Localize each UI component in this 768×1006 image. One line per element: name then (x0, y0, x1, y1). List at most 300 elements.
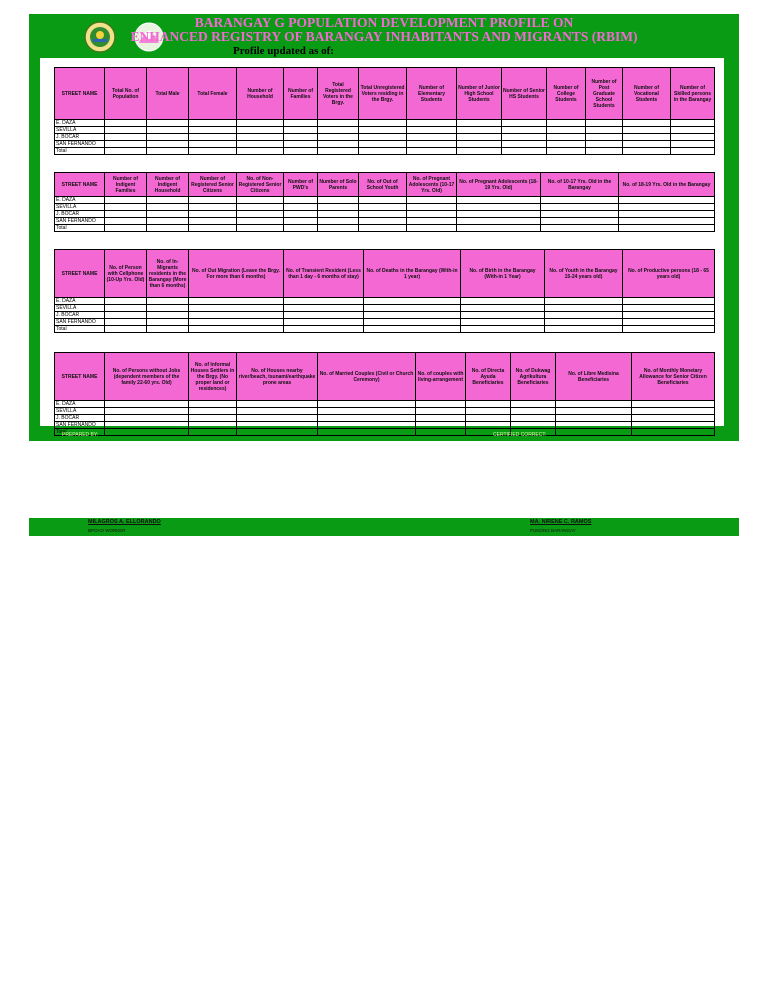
street-name-cell: J. BOCAR (55, 415, 105, 422)
data-entry-cell[interactable] (189, 141, 237, 148)
data-entry-cell[interactable] (511, 415, 556, 422)
table-row (55, 134, 715, 141)
data-entry-cell[interactable] (623, 319, 715, 326)
data-entry-cell[interactable] (105, 225, 147, 232)
data-entry-cell[interactable] (457, 148, 502, 155)
data-entry-cell[interactable] (623, 127, 671, 134)
data-entry-cell[interactable] (547, 148, 586, 155)
data-entry-cell[interactable] (147, 141, 189, 148)
data-entry-cell[interactable] (318, 408, 416, 415)
column-header: No. of Monthly Monetary Allowance for Senior Citizen Beneficiaries (632, 353, 715, 401)
data-entry-cell[interactable] (671, 120, 715, 127)
data-entry-cell[interactable] (105, 422, 189, 429)
data-entry-cell[interactable] (461, 298, 545, 305)
title-line-1: BARANGAY G POPULATION DEVELOPMENT PROFILE ON (194, 15, 574, 30)
data-entry-cell[interactable] (147, 319, 189, 326)
data-entry-cell[interactable] (407, 197, 457, 204)
data-entry-cell[interactable] (284, 141, 318, 148)
data-entry-cell[interactable] (147, 197, 189, 204)
column-header: No. of Deaths in the Barangay (With-in 1 year) (364, 250, 461, 298)
data-entry-cell[interactable] (284, 312, 364, 319)
column-header: No. of Libre Medisina Beneficiaries (556, 353, 632, 401)
data-entry-cell[interactable] (318, 415, 416, 422)
data-entry-cell[interactable] (359, 127, 407, 134)
data-entry-cell[interactable] (105, 197, 147, 204)
header-row (55, 353, 715, 401)
data-entry-cell[interactable] (502, 120, 547, 127)
data-entry-cell[interactable] (318, 218, 359, 225)
data-entry-cell[interactable] (457, 141, 502, 148)
column-header: Number of Skilled persons in the Barangay (671, 68, 715, 120)
table-row (55, 218, 715, 225)
data-entry-cell[interactable] (189, 422, 237, 429)
data-entry-cell[interactable] (502, 141, 547, 148)
street-name-cell: Total (55, 225, 105, 232)
data-entry-cell[interactable] (364, 312, 461, 319)
data-entry-cell[interactable] (671, 141, 715, 148)
street-name-cell: SEVILLA (55, 127, 105, 134)
table-row (55, 429, 715, 436)
data-entry-cell[interactable] (547, 141, 586, 148)
column-header: Number of Senior HS Students (502, 68, 547, 120)
data-entry-cell[interactable] (237, 401, 318, 408)
data-entry-cell[interactable] (105, 429, 189, 436)
data-entry-cell[interactable] (147, 134, 189, 141)
data-entry-cell[interactable] (556, 429, 632, 436)
data-entry-cell[interactable] (237, 408, 318, 415)
profile-updated-label: Profile updated as of: (233, 45, 334, 57)
data-entry-cell[interactable] (318, 120, 359, 127)
data-entry-cell[interactable] (364, 326, 461, 333)
data-entry-cell[interactable] (461, 312, 545, 319)
data-entry-cell[interactable] (407, 218, 457, 225)
street-name-cell: Total (55, 429, 105, 436)
data-entry-cell[interactable] (284, 148, 318, 155)
data-entry-cell[interactable] (237, 429, 318, 436)
data-entry-cell[interactable] (619, 225, 715, 232)
data-entry-cell[interactable] (189, 120, 237, 127)
data-entry-cell[interactable] (556, 415, 632, 422)
data-entry-cell[interactable] (547, 127, 586, 134)
data-entry-cell[interactable] (502, 134, 547, 141)
data-entry-cell[interactable] (318, 134, 359, 141)
data-entry-cell[interactable] (407, 204, 457, 211)
page-title (29, 16, 739, 44)
data-entry-cell[interactable] (671, 148, 715, 155)
data-entry-cell[interactable] (147, 326, 189, 333)
header-row (55, 250, 715, 298)
data-entry-cell[interactable] (318, 225, 359, 232)
data-entry-cell[interactable] (237, 422, 318, 429)
data-entry-cell[interactable] (586, 127, 623, 134)
data-entry-cell[interactable] (105, 211, 147, 218)
data-entry-cell[interactable] (545, 305, 623, 312)
data-entry-cell[interactable] (619, 218, 715, 225)
data-entry-cell[interactable] (511, 401, 556, 408)
data-entry-cell[interactable] (541, 204, 619, 211)
data-entry-cell[interactable] (237, 120, 284, 127)
data-entry-cell[interactable] (189, 312, 284, 319)
column-header: No. of Transient Resident (Less than 1 day - 6 months of stay) (284, 250, 364, 298)
column-header: No. of couples with living-arrangement (416, 353, 466, 401)
data-entry-cell[interactable] (623, 134, 671, 141)
data-entry-cell[interactable] (461, 319, 545, 326)
data-entry-cell[interactable] (318, 197, 359, 204)
street-name-cell: E. DAZA (55, 120, 105, 127)
data-entry-cell[interactable] (407, 225, 457, 232)
data-entry-cell[interactable] (147, 127, 189, 134)
data-entry-cell[interactable] (359, 148, 407, 155)
data-entry-cell[interactable] (318, 148, 359, 155)
data-entry-cell[interactable] (671, 134, 715, 141)
data-entry-cell[interactable] (105, 319, 147, 326)
data-entry-cell[interactable] (189, 415, 237, 422)
data-entry-cell[interactable] (105, 312, 147, 319)
column-header: No. of Pregnant Adolescents (10-17 Yrs. Old) (407, 173, 457, 197)
data-entry-cell[interactable] (623, 141, 671, 148)
data-entry-cell[interactable] (105, 305, 147, 312)
data-entry-cell[interactable] (147, 148, 189, 155)
data-entry-cell[interactable] (105, 204, 147, 211)
data-entry-cell[interactable] (407, 211, 457, 218)
column-header: No. of Directa Ayuda Beneficiaries (466, 353, 511, 401)
data-entry-cell[interactable] (189, 127, 237, 134)
data-entry-cell[interactable] (189, 408, 237, 415)
data-entry-cell[interactable] (189, 319, 284, 326)
data-entry-cell[interactable] (189, 326, 284, 333)
column-header: Total Unregistered Voters residing in the Brgy. (359, 68, 407, 120)
data-entry-cell[interactable] (284, 127, 318, 134)
table-row (55, 305, 715, 312)
column-header: Total Male (147, 68, 189, 120)
data-entry-cell[interactable] (147, 312, 189, 319)
data-entry-cell[interactable] (623, 298, 715, 305)
data-entry-cell[interactable] (502, 127, 547, 134)
data-entry-cell[interactable] (105, 408, 189, 415)
data-entry-cell[interactable] (189, 298, 284, 305)
data-entry-cell[interactable] (237, 211, 284, 218)
column-header: Number of PWD's (284, 173, 318, 197)
data-entry-cell[interactable] (547, 120, 586, 127)
data-entry-cell[interactable] (237, 134, 284, 141)
data-entry-cell[interactable] (284, 120, 318, 127)
column-header: No. of Youth in the Barangay 15-24 years old) (545, 250, 623, 298)
column-header: Total Registered Voters in the Brgy. (318, 68, 359, 120)
column-header: No. of In-Migrants residents in the Barangay (More than 6 months) (147, 250, 189, 298)
data-entry-cell[interactable] (457, 218, 541, 225)
data-entry-cell[interactable] (237, 197, 284, 204)
data-entry-cell[interactable] (632, 401, 715, 408)
data-entry-cell[interactable] (237, 415, 318, 422)
data-entry-cell[interactable] (541, 211, 619, 218)
table-population-summary (54, 67, 715, 155)
data-entry-cell[interactable] (189, 204, 237, 211)
certifier-role: PUNONG BARANGAY (530, 528, 576, 533)
data-entry-cell[interactable] (407, 127, 457, 134)
data-entry-cell[interactable] (237, 141, 284, 148)
data-entry-cell[interactable] (586, 120, 623, 127)
column-header: No. of Dukwag Agrikultura Beneficiaries (511, 353, 556, 401)
table-row (55, 298, 715, 305)
column-header: No. of Married Couples (Civil or Church Ceremony) (318, 353, 416, 401)
data-entry-cell[interactable] (284, 211, 318, 218)
data-entry-cell[interactable] (318, 211, 359, 218)
table-row (55, 127, 715, 134)
data-entry-cell[interactable] (461, 305, 545, 312)
data-entry-cell[interactable] (284, 225, 318, 232)
data-entry-cell[interactable] (545, 298, 623, 305)
table-row (55, 204, 715, 211)
table-row (55, 401, 715, 408)
data-entry-cell[interactable] (556, 408, 632, 415)
data-entry-cell[interactable] (416, 422, 466, 429)
data-entry-cell[interactable] (237, 148, 284, 155)
data-entry-cell[interactable] (466, 401, 511, 408)
data-entry-cell[interactable] (619, 197, 715, 204)
data-entry-cell[interactable] (318, 141, 359, 148)
header-row (55, 68, 715, 120)
street-name-cell: SAN FERNANDO (55, 218, 105, 225)
data-entry-cell[interactable] (147, 211, 189, 218)
data-entry-cell[interactable] (147, 120, 189, 127)
data-entry-cell[interactable] (147, 218, 189, 225)
data-entry-cell[interactable] (105, 141, 147, 148)
data-entry-cell[interactable] (189, 401, 237, 408)
column-header: No. of Houses nearby river/beach, tsunami/earthquake prone areas (237, 353, 318, 401)
data-entry-cell[interactable] (105, 415, 189, 422)
data-entry-cell[interactable] (318, 401, 416, 408)
data-entry-cell[interactable] (457, 204, 541, 211)
data-entry-cell[interactable] (541, 197, 619, 204)
data-entry-cell[interactable] (364, 305, 461, 312)
column-header: Total No. of Population (105, 68, 147, 120)
data-entry-cell[interactable] (407, 141, 457, 148)
data-entry-cell[interactable] (318, 204, 359, 211)
data-entry-cell[interactable] (671, 127, 715, 134)
data-entry-cell[interactable] (623, 326, 715, 333)
data-entry-cell[interactable] (147, 225, 189, 232)
data-entry-cell[interactable] (284, 134, 318, 141)
data-entry-cell[interactable] (237, 204, 284, 211)
data-entry-cell[interactable] (318, 127, 359, 134)
table-row (55, 312, 715, 319)
certifier-name: MA. NIRENE C. RAMOS (530, 519, 592, 525)
street-name-cell: E. DAZA (55, 298, 105, 305)
column-header: Number of Post Graduate School Students (586, 68, 623, 120)
data-entry-cell[interactable] (502, 148, 547, 155)
data-entry-cell[interactable] (416, 408, 466, 415)
data-entry-cell[interactable] (623, 120, 671, 127)
data-entry-cell[interactable] (619, 204, 715, 211)
data-entry-cell[interactable] (586, 141, 623, 148)
data-entry-cell[interactable] (237, 127, 284, 134)
data-entry-cell[interactable] (632, 415, 715, 422)
data-entry-cell[interactable] (511, 422, 556, 429)
street-name-cell: Total (55, 326, 105, 333)
header-row (55, 173, 715, 197)
preparer-role: BPOAO WORKER (88, 528, 126, 533)
column-header: Total Female (189, 68, 237, 120)
data-entry-cell[interactable] (105, 134, 147, 141)
table-vulnerable-groups (54, 172, 715, 232)
data-entry-cell[interactable] (359, 134, 407, 141)
data-entry-cell[interactable] (457, 120, 502, 127)
street-name-cell: SEVILLA (55, 305, 105, 312)
data-entry-cell[interactable] (105, 127, 147, 134)
table-row (55, 422, 715, 429)
data-entry-cell[interactable] (556, 401, 632, 408)
data-entry-cell[interactable] (105, 120, 147, 127)
data-entry-cell[interactable] (189, 134, 237, 141)
data-entry-cell[interactable] (237, 225, 284, 232)
data-entry-cell[interactable] (556, 422, 632, 429)
data-entry-cell[interactable] (623, 305, 715, 312)
column-header: No. of Productive persons (18 - 65 years old) (623, 250, 715, 298)
data-entry-cell[interactable] (416, 401, 466, 408)
data-entry-cell[interactable] (237, 218, 284, 225)
title-line-2: ENHANCED REGISTRY OF BARANGAY INHABITANTS AND MIGRANTS (RBIM) (130, 29, 638, 44)
data-entry-cell[interactable] (466, 408, 511, 415)
column-header: No. of Person with Cellphone (10-Up Yrs. Old) (105, 250, 147, 298)
data-entry-cell[interactable] (105, 218, 147, 225)
table-row (55, 326, 715, 333)
data-entry-cell[interactable] (466, 422, 511, 429)
data-entry-cell[interactable] (284, 326, 364, 333)
data-entry-cell[interactable] (541, 218, 619, 225)
data-entry-cell[interactable] (189, 197, 237, 204)
data-entry-cell[interactable] (457, 127, 502, 134)
data-entry-cell[interactable] (545, 319, 623, 326)
data-entry-cell[interactable] (545, 326, 623, 333)
street-name-cell: SAN FERNANDO (55, 319, 105, 326)
data-entry-cell[interactable] (632, 422, 715, 429)
street-name-cell: Total (55, 148, 105, 155)
data-entry-cell[interactable] (364, 319, 461, 326)
table-row (55, 120, 715, 127)
data-entry-cell[interactable] (416, 415, 466, 422)
column-header-street-name: STREET NAME (55, 250, 105, 298)
data-entry-cell[interactable] (359, 197, 407, 204)
data-entry-cell[interactable] (189, 225, 237, 232)
data-entry-cell[interactable] (318, 429, 416, 436)
column-header: Number of Indigent Families (105, 173, 147, 197)
column-header: Number of Vocational Students (623, 68, 671, 120)
preparer-name: MILAGROS A. ELLORANDO (88, 519, 161, 525)
data-entry-cell[interactable] (457, 225, 541, 232)
street-name-cell: SEVILLA (55, 408, 105, 415)
data-entry-cell[interactable] (359, 225, 407, 232)
column-header: No. of Persons without Jobs (dependent members of the family 22-60 yrs. Old) (105, 353, 189, 401)
column-header: Number of Registered Senior Citizens (189, 173, 237, 197)
column-header: Number of Elementary Students (407, 68, 457, 120)
data-entry-cell[interactable] (619, 211, 715, 218)
data-entry-cell[interactable] (147, 204, 189, 211)
column-header: No. of Out Migration (Leave the Brgy. For more than 6 months) (189, 250, 284, 298)
data-entry-cell[interactable] (416, 429, 466, 436)
data-entry-cell[interactable] (318, 422, 416, 429)
data-entry-cell[interactable] (284, 298, 364, 305)
street-name-cell: J. BOCAR (55, 312, 105, 319)
data-entry-cell[interactable] (284, 197, 318, 204)
certified-correct-label: CERTIFIED CORRECT: (493, 432, 547, 438)
data-entry-cell[interactable] (359, 218, 407, 225)
data-entry-cell[interactable] (189, 218, 237, 225)
table-migration-vital-stats (54, 249, 715, 333)
data-entry-cell[interactable] (105, 401, 189, 408)
data-entry-cell[interactable] (189, 429, 237, 436)
data-entry-cell[interactable] (364, 298, 461, 305)
profile-updated-line (327, 56, 477, 57)
column-header: Number of Families (284, 68, 318, 120)
data-entry-cell[interactable] (623, 148, 671, 155)
data-entry-cell[interactable] (632, 429, 715, 436)
data-entry-cell[interactable] (284, 204, 318, 211)
column-header: Number of Household (237, 68, 284, 120)
data-entry-cell[interactable] (189, 305, 284, 312)
data-entry-cell[interactable] (359, 141, 407, 148)
street-name-cell: J. BOCAR (55, 211, 105, 218)
data-entry-cell[interactable] (457, 211, 541, 218)
data-entry-cell[interactable] (407, 148, 457, 155)
data-entry-cell[interactable] (511, 408, 556, 415)
street-name-cell: J. BOCAR (55, 134, 105, 141)
prepared-by-label: PREPARED BY: (62, 432, 99, 438)
data-entry-cell[interactable] (284, 319, 364, 326)
data-entry-cell[interactable] (632, 408, 715, 415)
column-header: Number of Indigent Household (147, 173, 189, 197)
column-header: Number of Junior High School Students (457, 68, 502, 120)
data-entry-cell[interactable] (407, 120, 457, 127)
column-header-street-name: STREET NAME (55, 353, 105, 401)
data-entry-cell[interactable] (457, 197, 541, 204)
data-entry-cell[interactable] (586, 148, 623, 155)
data-entry-cell[interactable] (545, 312, 623, 319)
data-entry-cell[interactable] (105, 148, 147, 155)
data-entry-cell[interactable] (359, 120, 407, 127)
data-entry-cell[interactable] (547, 134, 586, 141)
data-entry-cell[interactable] (407, 134, 457, 141)
data-entry-cell[interactable] (189, 211, 237, 218)
data-entry-cell[interactable] (359, 211, 407, 218)
data-entry-cell[interactable] (284, 218, 318, 225)
data-entry-cell[interactable] (623, 312, 715, 319)
data-entry-cell[interactable] (457, 134, 502, 141)
table-row (55, 197, 715, 204)
column-header: No. of 10-17 Yrs. Old in the Barangay (541, 173, 619, 197)
street-name-cell: SAN FERNANDO (55, 422, 105, 429)
data-entry-cell[interactable] (359, 204, 407, 211)
data-entry-cell[interactable] (461, 326, 545, 333)
column-header: No. of Non-Registered Senior Citizens (237, 173, 284, 197)
street-name-cell: SAN FERNANDO (55, 141, 105, 148)
table-livelihood-beneficiaries (54, 352, 715, 436)
column-header: No. of 18-19 Yrs. Old in the Barangay (619, 173, 715, 197)
data-entry-cell[interactable] (147, 305, 189, 312)
data-entry-cell[interactable] (541, 225, 619, 232)
data-entry-cell[interactable] (284, 305, 364, 312)
data-entry-cell[interactable] (466, 415, 511, 422)
table-row (55, 211, 715, 218)
column-header: Number of College Students (547, 68, 586, 120)
data-entry-cell[interactable] (105, 326, 147, 333)
data-entry-cell[interactable] (586, 134, 623, 141)
table-row (55, 141, 715, 148)
table-row (55, 408, 715, 415)
data-entry-cell[interactable] (105, 298, 147, 305)
column-header: No. of Pregnant Adolescents (18-19 Yrs. Old) (457, 173, 541, 197)
data-entry-cell[interactable] (189, 148, 237, 155)
data-entry-cell[interactable] (147, 298, 189, 305)
